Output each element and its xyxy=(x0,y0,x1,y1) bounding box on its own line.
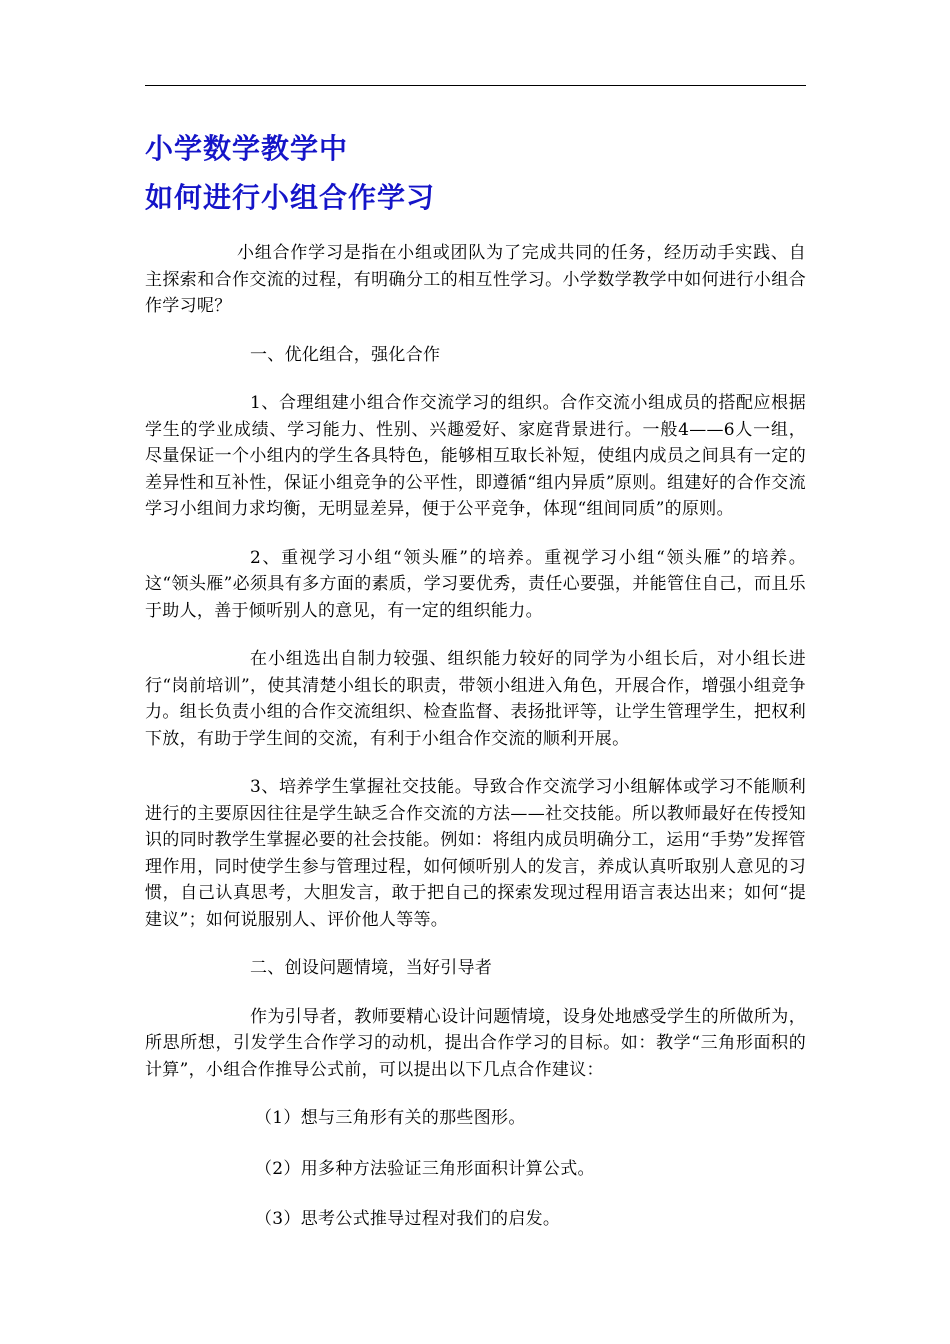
title-line-2: 如何进行小组合作学习 xyxy=(145,181,436,214)
document-body xyxy=(145,240,806,1257)
list-item: （2）用多种方法验证三角形面积计算公式。 xyxy=(255,1158,595,1179)
paragraph-point-3: 3、培养学生掌握社交技能。导致合作交流学习小组解体或学习不能顺利进行的主要原因往往是学生缺乏合作交流的方法——社交技能。所以教师最好在传授知识的同时教学生掌握必要的社会技能。例如：将组内成员明确分工，运用“手势”发挥管理作用，同时使学生参与管理过程，如何倾听别人的发言，养成认真听取别人意见的习惯，自己认真思考，大胆发言，敢于把自己的探索发现过程用语言表达出来；如何“提建议”；如何说服别人、评价他人等等。 xyxy=(145,777,806,930)
intro-paragraph: 小组合作学习是指在小组或团队为了完成共同的任务，经历动手实践、自主探索和合作交流的过程，有明确分工的相互性学习。小学数学教学中如何进行小组合作学习呢？ xyxy=(145,243,806,316)
section-heading-2: 二、创设问题情境，当好引导者 xyxy=(250,958,493,978)
paragraph-group-leader: 在小组选出自制力较强、组织能力较好的同学为小组长后，对小组长进行“岗前培训”，使其清楚小组长的职责，带领小组进入角色，开展合作，增强小组竞争力。组长负责小组的合作交流组织、检查监督、表扬批评等，让学生管理学生，把权利下放，有助于学生间的交流，有利于小组合作交流的顺利开展。 xyxy=(145,649,806,749)
paragraph-point-1: 1、合理组建小组合作交流学习的组织。合作交流小组成员的搭配应根据学生的学业成绩、学习能力、性别、兴趣爱好、家庭背景进行。一般4——6人一组，尽量保证一个小组内的学生各具特色，能够相互取长补短，使组内成员之间具有一定的差异性和互补性，保证小组竞争的公平性，即遵循“组内异质”原则。组建好的合作交流学习小组间力求均衡，无明显差异，便于公平竞争，体现“组间同质”的原则。 xyxy=(145,393,806,519)
title-line-1: 小学数学教学中 xyxy=(145,132,349,165)
list-item: （3）思考公式推导过程对我们的启发。 xyxy=(255,1209,561,1229)
list-item: （1）想与三角形有关的那些图形。 xyxy=(255,1108,526,1128)
section-heading-1: 一、优化组合，强化合作 xyxy=(250,344,441,365)
header-rule xyxy=(145,85,806,86)
paragraph-guide: 作为引导者，教师要精心设计问题情境，设身处地感受学生的所做所为，所思所想，引发学生合作学习的动机，提出合作学习的目标。如：教学“三角形面积的计算”，小组合作推导公式前，可以提出以下几点合作建议： xyxy=(145,1006,806,1080)
paragraph-point-2: 2、重视学习小组“领头雁”的培养。重视学习小组“领头雁”的培养。这“领头雁”必须具有多方面的素质，学习要优秀，责任心要强，并能管住自己，而且乐于助人，善于倾听别人的意见，有一定的组织能力。 xyxy=(145,547,806,621)
